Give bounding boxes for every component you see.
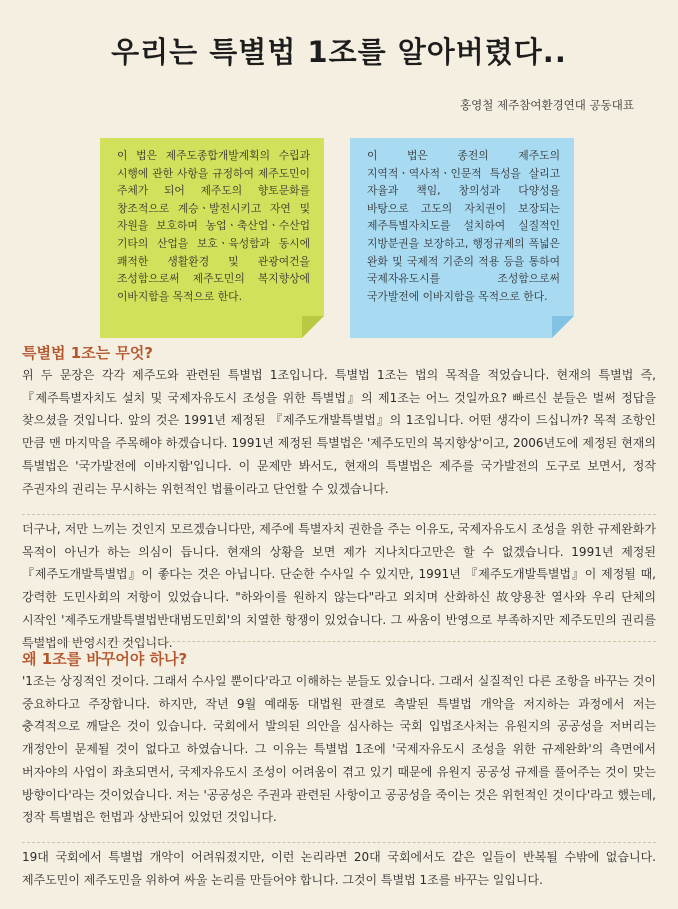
section1-paragraph-1: 위 두 문장은 각각 제주도와 관련된 특별법 1조입니다. 특별법 1조는 법의 목적을 적었습니다. 현재의 특별법 즉, 『제주특별자치도 설치 및 국제자유도시 조성을 위한 특별법』의 제1조는 어느 것일까요? 빠르신 분들은 벌써 정답을 찾으셨을 것입니다. 앞의 것은 1991년 제정된 『제주도개발특별법』의 1조입니다. 어떤 생각이 드십니까? 목적 조항인 만큼 맨 마지막을 주목해야 하겠습니다. 1991년 제정된 특별법은 '제주도민의 복지향상'이고, 2006년도에 제정된 현재의 특별법은 '국가발전에 이바지함'입니다. 이 문제만 봐서도, 현재의 특별법은 제주를 국가발전의 도구로 보면서, 정작 주권자의 권리는 무시하는 위헌적인 법률이라고 단언할 수 있겠습니다.	[22, 368, 656, 496]
section2-paragraph-2: 19대 국회에서 특별법 개악이 어려워졌지만, 이런 논리라면 20대 국회에서도 같은 일들이 반복될 수밖에 없습니다. 제주도민이 제주도민을 위하여 싸울 논리를 만들어야 합니다. 그것이 특별법 1조를 바꾸는 일입니다.	[22, 850, 656, 887]
section1-paragraph-2: 더구나, 저만 느끼는 것인지 모르겠습니다만, 제주에 특별자치 권한을 주는 이유도, 국제자유도시 조성을 위한 규제완화가 목적이 아닌가 하는 의심이 듭니다. 현재의 상황을 보면 제가 지나치다고만은 할 수 없겠습니다. 1991년 제정된 『제주도개발특별법』이 좋다는 것은 아닙니다. 단순한 수사일 수 있지만, 1991년 『제주도개발특별법』이 제정될 때, 강력한 도민사회의 저항이 있었습니다. "하와이를 원하지 않는다"라고 외치며 산화하신 故양용찬 열사와 우리 단체의 시작인 '제주도개발특별법반대범도민회'의 치열한 항쟁이 있었습니다. 그 싸움이 반영으로 부족하지만 제주도민의 권리를 특별법에 반영시킨 것입니다.	[22, 522, 656, 650]
paragraph-divider	[22, 842, 656, 843]
paragraph-divider	[22, 641, 656, 642]
section2-paragraph-1: '1조는 상징적인 것이다. 그래서 수사일 뿐이다'라고 이해하는 분들도 있습니다. 그래서 실질적인 다른 조항을 바꾸는 것이 중요하다고 주장합니다. 하지만, 작년 9월 예래동 대법원 판결로 촉발된 특별법 개악을 저지하는 과정에서 저는 충격적으로 깨달은 것이 있습니다. 국회에서 발의된 의안을 심사하는 국회 입법조사처는 유원지의 공공성을 저버리는 개정안이 문제될 것이 없다고 하였습니다. 그 이유는 특별법 1조에 '국제자유도시 조성을 위한 규제완화'의 측면에서 버자야의 사업이 좌초되면서, 국제자유도시 조성이 어려움이 겪고 있기 때문에 유원지 공공성 규제를 풀어주는 것이 맞는 방향이다'라는 것이었습니다. 저는 '공공성은 주권과 관련된 사항이고 공공성을 죽이는 것은 위헌적인 것이다'라고 했는데, 정작 특별법은 헌법과 상반되어 있었던 것입니다.	[22, 674, 656, 825]
law-1991-article1-note	[100, 138, 324, 338]
article-author: 홍영철 제주참여환경연대 공동대표	[460, 98, 634, 112]
section-heading-why-change-article1: 왜 1조를 바꾸어야 하나?	[22, 650, 188, 668]
article-title: 우리는 특별법 1조를 알아버렸다..	[111, 35, 567, 69]
law-current-article1-text: 이 법은 종전의 제주도의 지역적ㆍ역사적ㆍ인문적 특성을 살리고 자율과 책임, 창의성과 다양성을 바탕으로 고도의 자치권이 보장되는 제주특별자치도를 설치하여 실질적인 지방분권을 보장하고, 행정규제의 폭넓은 완화 및 국제적 기준의 적용 등을 통하여 국제자유도시를 조성함으로써 국가발전에 이바지함을 목적으로 한다.	[367, 149, 560, 303]
law-1991-article1-text: 이 법은 제주도종합개발계획의 수립과 시행에 관한 사항을 규정하여 제주도민이 주체가 되어 제주도의 향토문화를 창조적으로 계승ㆍ발전시키고 자연 및 자원을 보호하며 농업ㆍ축산업ㆍ수산업 기타의 산업을 보호ㆍ육성함과 동시에 쾌적한 생활환경 및 관광여건을 조성함으로써 제주도민의 복지향상에 이바지함을 목적으로 한다.	[117, 149, 310, 303]
section-heading-what-is-article1: 특별법 1조는 무엇?	[22, 344, 154, 362]
paragraph-divider	[22, 514, 656, 515]
note-folded-corner-icon	[302, 316, 324, 338]
law-current-article1-note	[350, 138, 574, 338]
note-folded-corner-icon	[552, 316, 574, 338]
